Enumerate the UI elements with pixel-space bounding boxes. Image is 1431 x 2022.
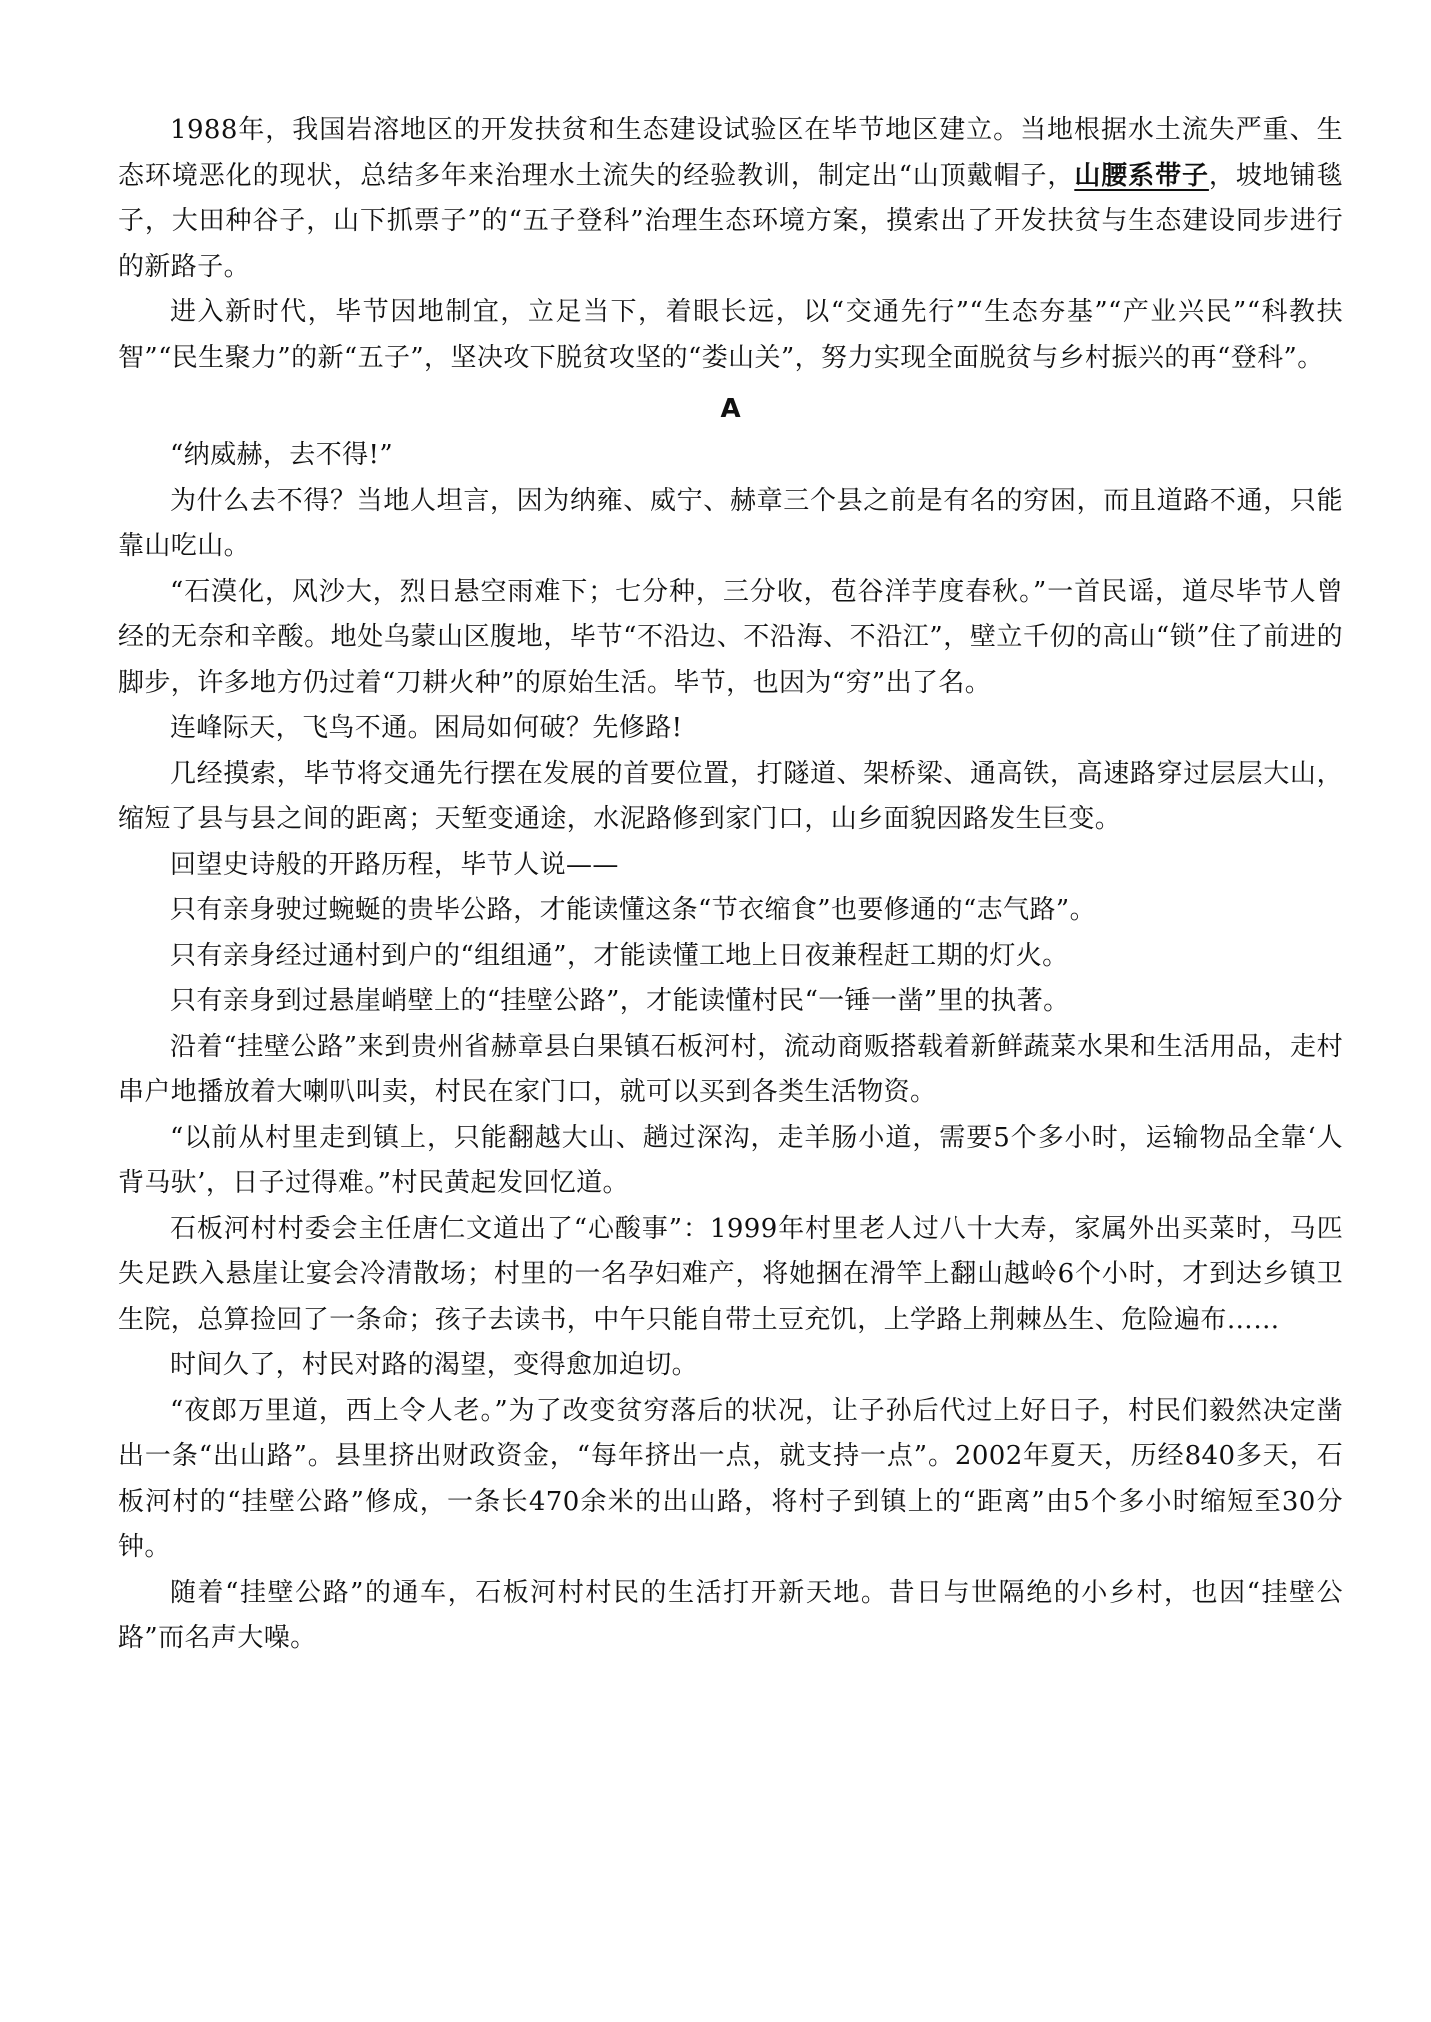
emphasized-phrase: 山腰系带子 <box>1074 160 1209 191</box>
section-a-paragraph: 只有亲身到过悬崖峭壁上的“挂壁公路”，才能读懂村民“一锤一凿”里的执著。 <box>170 986 1070 1016</box>
section-a-paragraph: 随着“挂壁公路”的通车，石板河村村民的生活打开新天地。昔日与世隔绝的小乡村，也因“挂壁公路”而名声大噪。 <box>118 1577 1343 1653</box>
intro-paragraph-1-text-after: ，坡地铺毯子，大田种谷子，山下抓票子”的“五子登科”治理生态环境方案，摸索出了开发扶贫与生态建设同步进行的新路子。 <box>118 160 1343 282</box>
section-a-paragraph: “纳威赫，去不得!” <box>170 440 394 470</box>
section-a-paragraph: 只有亲身经过通村到户的“组组通”，才能读懂工地上日夜兼程赶工期的灯火。 <box>170 940 1069 971</box>
section-a-paragraph: 时间久了，村民对路的渴望，变得愈加迫切。 <box>170 1350 699 1380</box>
section-a-paragraph: 几经摸索，毕节将交通先行摆在发展的首要位置，打隧道、架桥梁、通高铁，高速路穿过层层大山，缩短了县与县之间的距离；天堑变通途，水泥路修到家门口，山乡面貌因路发生巨变。 <box>118 758 1343 834</box>
section-a-paragraph: 石板河村村委会主任唐仁文道出了“心酸事”：1999年村里老人过八十大寿，家属外出买菜时，马匹失足跌入悬崖让宴会冷清散场；村里的一名孕妇难产，将她捆在滑竿上翻山越岭6个小时，才到达乡镇卫生院，总算捡回了一条命；孩子去读书，中午只能自带土豆充饥，上学路上荆棘丛生、危险遍布…… <box>118 1213 1343 1335</box>
section-a-paragraph: 回望史诗般的开路历程，毕节人说—— <box>170 849 619 880</box>
article-body <box>118 108 1343 1662</box>
section-a-paragraph: 只有亲身驶过蜿蜒的贵毕公路，才能读懂这条“节衣缩食”也要修通的“志气路”。 <box>170 895 1096 925</box>
section-a-paragraph: 为什么去不得？当地人坦言，因为纳雍、威宁、赫章三个县之前是有名的穷困，而且道路不通，只能靠山吃山。 <box>118 485 1343 561</box>
section-a-paragraph: “石漠化，风沙大，烈日悬空雨难下；七分种，三分收，苞谷洋芋度春秋。”一首民谣，道尽毕节人曾经的无奈和辛酸。地处乌蒙山区腹地，毕节“不沿边、不沿海、不沿江”，壁立千仞的高山“锁”住了前进的脚步，许多地方仍过着“刀耕火种”的原始生活。毕节，也因为“穷”出了名。 <box>118 576 1343 698</box>
intro-paragraph-2: 进入新时代，毕节因地制宜，立足当下，着眼长远，以“交通先行”“生态夯基”“产业兴民”“科教扶智”“民生聚力”的新“五子”，坚决攻下脱贫攻坚的“娄山关”，努力实现全面脱贫与乡村振兴的再“登科”。 <box>118 297 1343 373</box>
section-a-paragraph: “夜郎万里道，西上令人老。”为了改变贫穷落后的状况，让子孙后代过上好日子，村民们毅然决定凿出一条“出山路”。县里挤出财政资金，“每年挤出一点，就支持一点”。2002年夏天，历经840多天，石板河村的“挂壁公路”修成，一条长470余米的出山路，将村子到镇上的“距离”由5个多小时缩短至30分钟。 <box>118 1395 1343 1562</box>
section-a-paragraph: “以前从村里走到镇上，只能翻越大山、趟过深沟，走羊肠小道，需要5个多小时，运输物品全靠‘人背马驮’，日子过得难。”村民黄起发回忆道。 <box>118 1122 1343 1198</box>
section-a-paragraph: 沿着“挂壁公路”来到贵州省赫章县白果镇石板河村，流动商贩搭载着新鲜蔬菜水果和生活用品，走村串户地播放着大喇叭叫卖，村民在家门口，就可以买到各类生活物资。 <box>118 1031 1343 1107</box>
intro-paragraph-1 <box>118 108 1343 290</box>
intro-paragraph-1-text-before: 1988年，我国岩溶地区的开发扶贫和生态建设试验区在毕节地区建立。当地根据水土流失严重、生态环境恶化的现状，总结多年来治理水土流失的经验教训，制定出“山顶戴帽子， <box>118 115 1343 191</box>
section-a-paragraph: 连峰际天，飞鸟不通。困局如何破？先修路! <box>170 713 683 743</box>
section-heading-a: A <box>720 394 741 424</box>
